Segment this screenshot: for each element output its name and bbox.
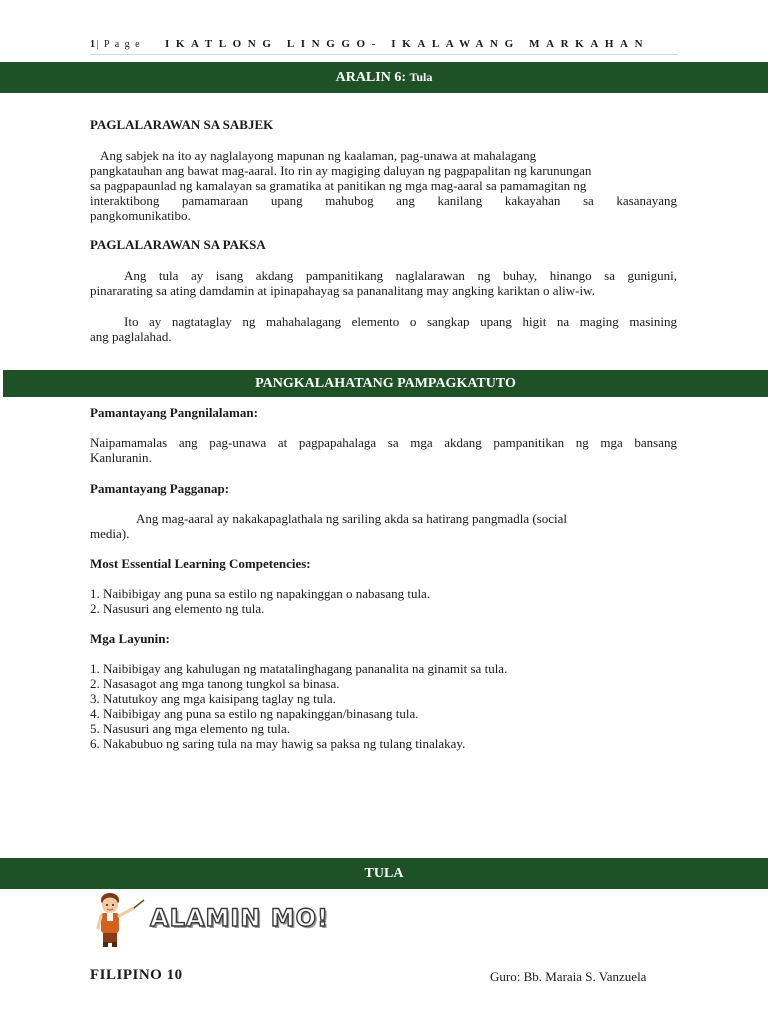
pagganap-line: Ang mag-aaral ay nakakapaglathala ng sariling akda sa hatirang pangmadla (social	[136, 511, 567, 526]
page-number-label	[90, 39, 141, 50]
aralin-subject: Tula	[409, 70, 433, 84]
layunin-item: 3. Natutukoy ang mga kaisipang taglay ng tula.	[90, 691, 336, 706]
sabjek-line: pangkatauhan ang bawat mag-aaral. Ito rin ay magiging daluyan ng pagpapalitan ng karunungan	[90, 163, 592, 178]
paksa-heading: PAGLALARAWAN SA PAKSA	[90, 237, 266, 252]
paksa-line: pinararating sa ating damdamin at ipinapahayag sa pananalitang may angking kariktan o aliw-iw.	[90, 283, 595, 298]
paksa-line: Ito ay nagtataglay ng mahahalagang elemento o sangkap upang higit na maging masining	[124, 314, 677, 329]
layunin-heading: Mga Layunin:	[90, 631, 170, 646]
pangkalahatan-banner: PANGKALAHATANG PAMPAGKATUTO	[3, 370, 768, 397]
pangnilalaman-paragraph	[90, 435, 677, 465]
melc-list	[90, 586, 677, 616]
teacher-pointing-icon	[90, 892, 146, 948]
layunin-item: 4. Naibibigay ang puna sa estilo ng napakinggan/binasang tula.	[90, 706, 419, 721]
page-word: | P a g e	[96, 39, 142, 50]
pagganap-heading: Pamantayang Pagganap:	[90, 481, 230, 496]
layunin-item: 2. Nasasagot ang mga tanong tungkol sa binasa.	[90, 676, 340, 691]
pangnilalaman-line: Kanluranin.	[90, 450, 152, 465]
document-title: IKATLONG LINGGO- IKALAWANG MARKAHAN	[165, 38, 650, 50]
melc-item: 2. Nasusuri ang elemento ng tula.	[90, 601, 265, 616]
paksa-line: Ang tula ay isang akdang pampanitikang naglalarawan ng buhay, hinango sa guniguni,	[124, 268, 677, 283]
sabjek-line: sa pagpapaunlad ng kamalayan sa gramatika at panitikan ng mga mag-aaral sa pamamagitan ng	[90, 178, 587, 193]
layunin-list	[90, 661, 677, 751]
page-header	[90, 38, 678, 55]
sabjek-line: interaktibong pamamaraan upang mahubog ang kanilang kakayahan sa kasanayang	[90, 193, 677, 208]
page-number: 1	[90, 39, 97, 50]
pagganap-paragraph	[90, 511, 677, 541]
footer-teacher: Guro: Bb. Maraia S. Vanzuela	[490, 969, 647, 984]
sabjek-paragraph	[90, 148, 677, 223]
pagganap-line: media).	[90, 526, 130, 541]
tula-banner: TULA	[0, 858, 768, 889]
sabjek-heading: PAGLALARAWAN SA SABJEK	[90, 117, 274, 132]
alamin-mo-title: ALAMIN MO!	[150, 904, 329, 932]
pangnilalaman-line: Naipamamalas ang pag-unawa at pagpapahalaga sa mga akdang pampanitikan ng mga bansang	[90, 435, 677, 450]
layunin-item: 1. Naibibigay ang kahulugan ng matatalinghagang pananalita na ginamit sa tula.	[90, 661, 508, 676]
sabjek-line: Ang sabjek na ito ay naglalayong mapunan ng kaalaman, pag-unawa at mahalagang	[100, 148, 537, 163]
aralin-banner	[0, 62, 768, 93]
aralin-label: ARALIN 6:	[335, 70, 406, 85]
layunin-item: 5. Nasusuri ang mga elemento ng tula.	[90, 721, 291, 736]
pangnilalaman-heading: Pamantayang Pangnilalaman:	[90, 405, 258, 420]
layunin-item: 6. Nakabubuo ng saring tula na may hawig sa paksa ng tulang tinalakay.	[90, 736, 466, 751]
melc-heading: Most Essential Learning Competencies:	[90, 556, 311, 571]
paksa-paragraph-1	[90, 268, 677, 298]
footer-subject: FILIPINO 10	[90, 967, 183, 983]
paksa-paragraph-2	[90, 314, 677, 344]
sabjek-line: pangkomunikatibo.	[90, 208, 191, 223]
paksa-line: ang paglalahad.	[90, 329, 172, 344]
melc-item: 1. Naibibigay ang puna sa estilo ng napakinggan o nabasang tula.	[90, 586, 431, 601]
